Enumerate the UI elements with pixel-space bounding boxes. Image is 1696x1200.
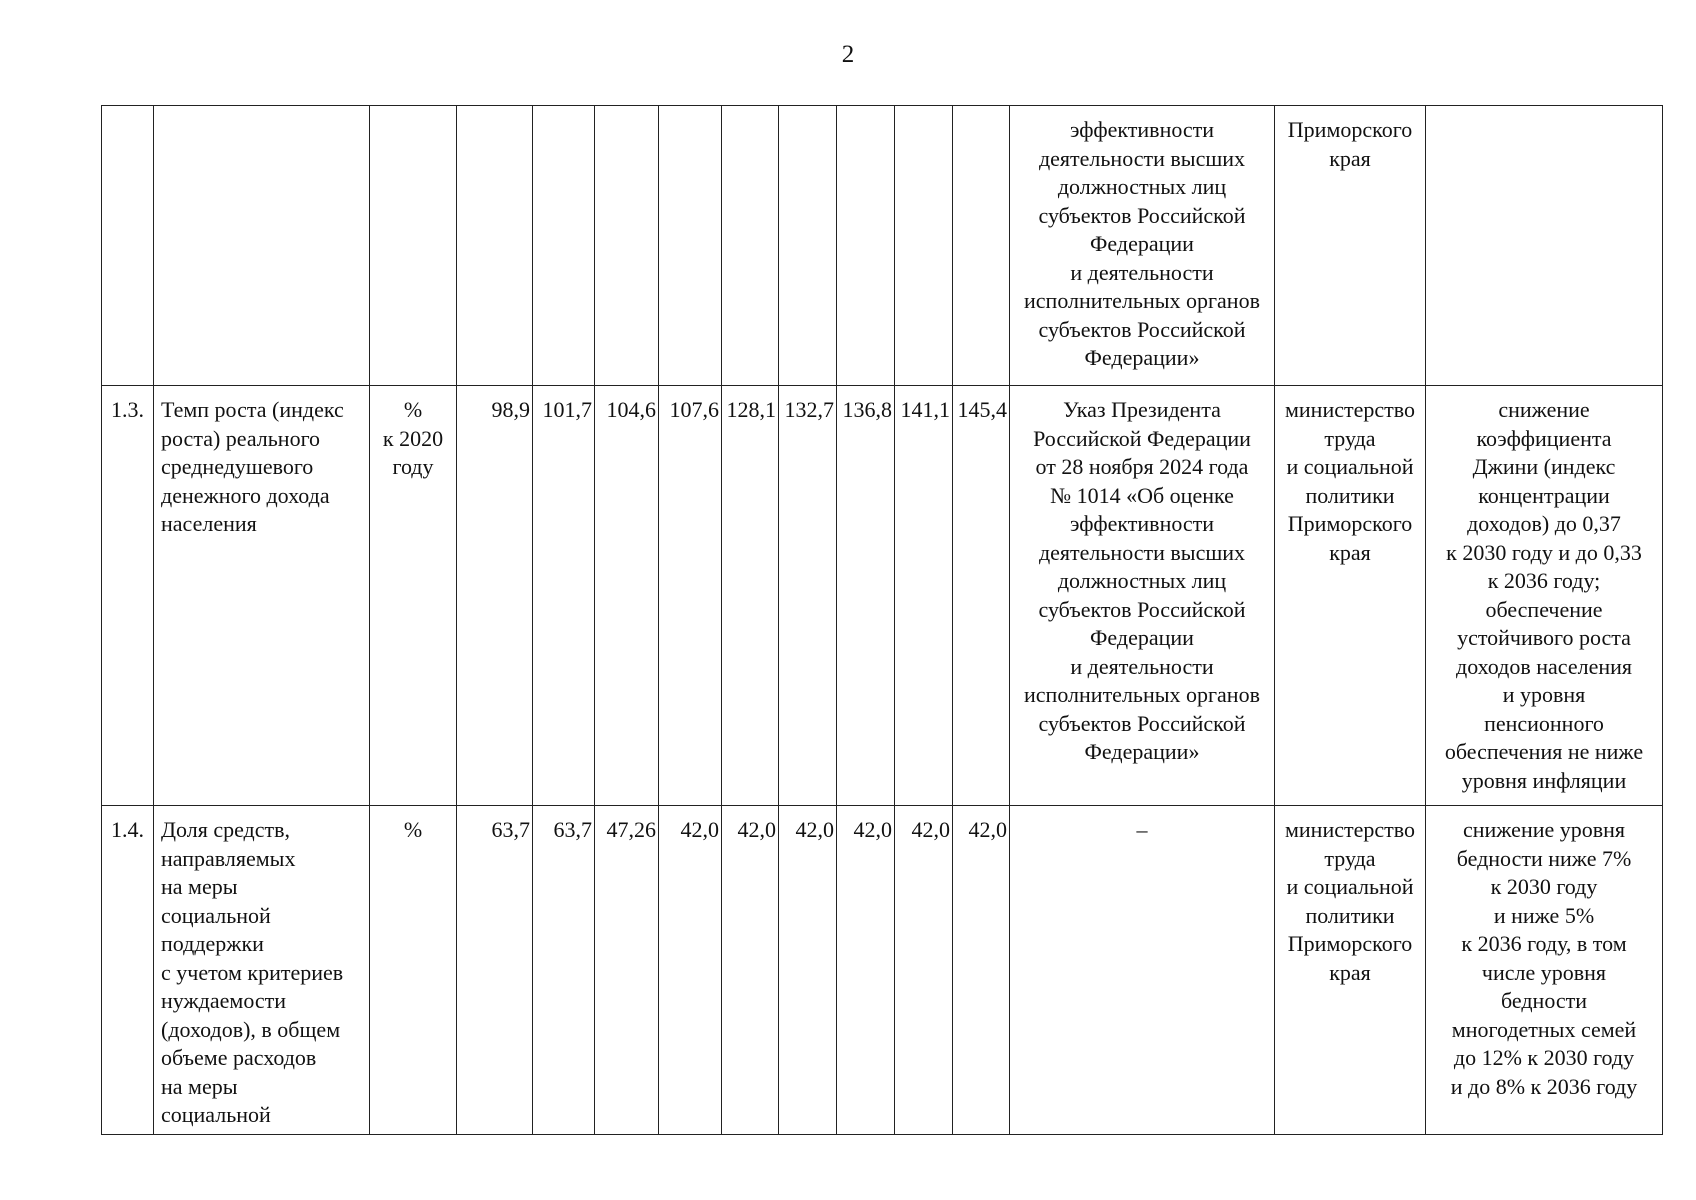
- unit-cell: [370, 106, 457, 386]
- table-row: [102, 806, 1663, 1135]
- responsible-cell: министерство труда и социальной политики Приморского края: [1275, 386, 1426, 806]
- indicator-cell: [154, 106, 370, 386]
- value-cell: 101,7: [533, 386, 595, 806]
- value-cell: [659, 106, 722, 386]
- basis-cell: эффективности деятельности высших должностных лиц субъектов Российской Федерации и деятельности исполнительных органов субъектов Российской Федерации»: [1010, 106, 1275, 386]
- value-cell: 42,0: [953, 806, 1010, 1135]
- value-cell: 98,9: [457, 386, 533, 806]
- value-cell: [953, 106, 1010, 386]
- indicator-cell: Темп роста (индекс роста) реального среднедушевого денежного дохода населения: [154, 386, 370, 806]
- value-cell: [722, 106, 779, 386]
- goal-cell: снижение коэффициента Джини (индекс концентрации доходов) до 0,37 к 2030 году и до 0,33 к 2036 году; обеспечение устойчивого роста доходов населения и уровня пенсионного обеспечения не ниже уровня инфляции: [1426, 386, 1663, 806]
- table-row: [102, 106, 1663, 386]
- value-cell: [837, 106, 895, 386]
- value-cell: 132,7: [779, 386, 837, 806]
- value-cell: 107,6: [659, 386, 722, 806]
- value-cell: [895, 106, 953, 386]
- value-cell: 104,6: [595, 386, 659, 806]
- row-number-cell: 1.4.: [102, 806, 154, 1135]
- basis-cell: –: [1010, 806, 1275, 1135]
- value-cell: 145,4: [953, 386, 1010, 806]
- value-cell: 136,8: [837, 386, 895, 806]
- table-row: [102, 386, 1663, 806]
- value-cell: 42,0: [837, 806, 895, 1135]
- goal-cell: [1426, 106, 1663, 386]
- value-cell: 42,0: [779, 806, 837, 1135]
- value-cell: 128,1: [722, 386, 779, 806]
- basis-cell: Указ Президента Российской Федерации от 28 ноября 2024 года № 1014 «Об оценке эффективности деятельности высших должностных лиц субъектов Российской Федерации и деятельности исполнительных органов субъектов Российской Федерации»: [1010, 386, 1275, 806]
- goal-cell: снижение уровня бедности ниже 7% к 2030 году и ниже 5% к 2036 году, в том числе уровня бедности многодетных семей до 12% к 2030 году и до 8% к 2036 году: [1426, 806, 1663, 1135]
- value-cell: 63,7: [533, 806, 595, 1135]
- unit-cell: % к 2020 году: [370, 386, 457, 806]
- value-cell: 47,26: [595, 806, 659, 1135]
- value-cell: [533, 106, 595, 386]
- value-cell: 42,0: [722, 806, 779, 1135]
- value-cell: [595, 106, 659, 386]
- responsible-cell: министерство труда и социальной политики Приморского края: [1275, 806, 1426, 1135]
- value-cell: 141,1: [895, 386, 953, 806]
- indicator-cell: Доля средств, направляемых на меры социальной поддержки с учетом критериев нуждаемости (доходов), в общем объеме расходов на меры социальной: [154, 806, 370, 1135]
- row-number-cell: [102, 106, 154, 386]
- row-number-cell: 1.3.: [102, 386, 154, 806]
- value-cell: [779, 106, 837, 386]
- page-number: 2: [841, 41, 855, 68]
- value-cell: 63,7: [457, 806, 533, 1135]
- unit-cell: %: [370, 806, 457, 1135]
- responsible-cell: Приморского края: [1275, 106, 1426, 386]
- value-cell: 42,0: [659, 806, 722, 1135]
- value-cell: 42,0: [895, 806, 953, 1135]
- indicators-table: [101, 105, 1663, 1135]
- value-cell: [457, 106, 533, 386]
